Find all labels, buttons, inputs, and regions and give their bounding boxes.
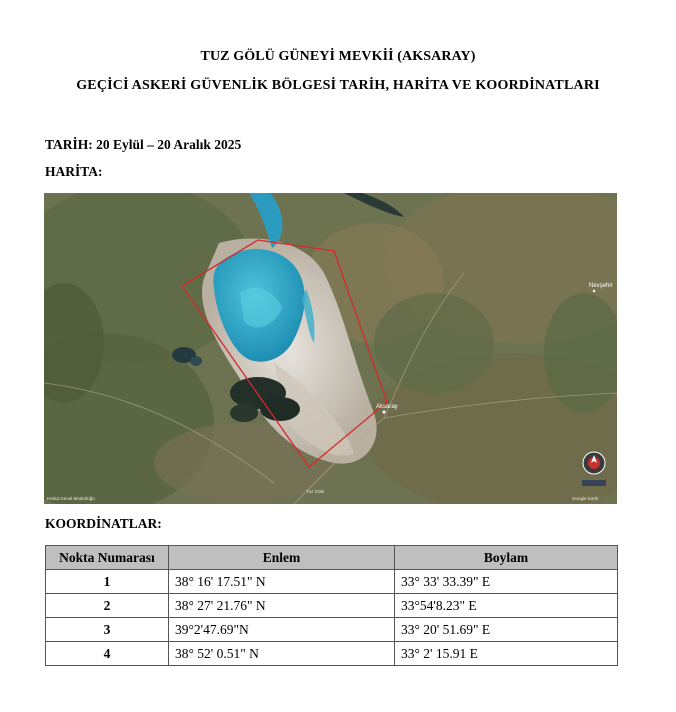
map-attribution-left: Harita Genel Müdürlüğü [47, 496, 95, 501]
map-city-label: Aksaray [376, 404, 398, 410]
satellite-map [44, 193, 617, 504]
map-attribution-corner: Google Earth [572, 496, 599, 501]
north-arrow-icon [582, 452, 606, 486]
map-label: HARİTA: [45, 164, 103, 179]
point-number: 4 [46, 642, 169, 666]
date-line: TARİH: 20 Eylül – 20 Aralık 2025 [45, 137, 242, 152]
map-attribution-center: Tuz Gölü [306, 489, 325, 494]
coordinates-label: KOORDİNATLAR: [45, 516, 162, 531]
point-number: 2 [46, 594, 169, 618]
header-latitude: Enlem [169, 546, 395, 570]
latitude-cell: 38° 16' 17.51" N [169, 570, 395, 594]
longitude-cell: 33°54'8.23" E [395, 594, 618, 618]
point-number: 1 [46, 570, 169, 594]
table-header-row [46, 546, 618, 570]
longitude-cell: 33° 2' 15.91 E [395, 642, 618, 666]
longitude-cell: 33° 33' 33.39" E [395, 570, 618, 594]
coordinates-table [45, 545, 618, 666]
map-city-label-right: Nevşehir [589, 283, 613, 289]
table-row [46, 642, 618, 666]
header-longitude: Boylam [395, 546, 618, 570]
header-point-number: Nokta Numarası [46, 546, 169, 570]
longitude-cell: 33° 20' 51.69" E [395, 618, 618, 642]
latitude-cell: 39°2'47.69"N [169, 618, 395, 642]
point-number: 3 [46, 618, 169, 642]
title-line-1: TUZ GÖLÜ GÜNEYİ MEVKİİ (AKSARAY) [200, 49, 476, 64]
table-row [46, 594, 618, 618]
latitude-cell: 38° 27' 21.76" N [169, 594, 395, 618]
latitude-cell: 38° 52' 0.51" N [169, 642, 395, 666]
title-line-2: GEÇİCİ ASKERİ GÜVENLİK BÖLGESİ TARİH, HARİTA VE KOORDİNATLARI [76, 78, 600, 93]
table-row [46, 618, 618, 642]
table-row [46, 570, 618, 594]
